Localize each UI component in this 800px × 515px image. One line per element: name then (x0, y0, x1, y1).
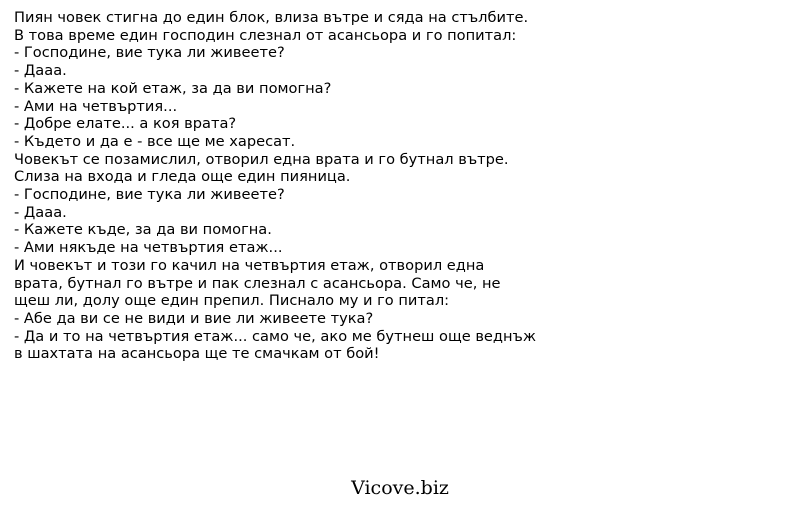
joke-line: - Да и то на четвъртия етаж... само че, ако ме бутнеш още веднъж (14, 327, 536, 345)
joke-line: И човекът и този го качил на четвъртия етаж, отворил една (14, 256, 485, 274)
joke-line: - Добре елате... а коя врата? (14, 115, 237, 133)
joke-line: - Господине, вие тука ли живеете? (14, 186, 285, 204)
joke-text (14, 9, 784, 363)
joke-line: Човекът се позамислил, отворил една врата и го бутнал вътре. (14, 150, 509, 168)
joke-line: Слиза на входа и гледа още един пияница. (14, 168, 351, 186)
joke-line: - Господине, вие тука ли живеете? (14, 44, 285, 62)
joke-line: - Кажете къде, за да ви помогна. (14, 221, 272, 239)
joke-line: - Дааа. (14, 203, 67, 221)
joke-line: - Абе да ви се не види и вие ли живеете тука? (14, 309, 374, 327)
joke-line: в шахтата на асансьора ще те смачкам от бой! (14, 345, 380, 363)
joke-line: - Кажете на кой етаж, за да ви помогна? (14, 79, 332, 97)
joke-line: - Където и да е - все ще ме харесат. (14, 132, 296, 150)
joke-line: В това време един господин слезнал от асансьора и го попитал: (14, 26, 517, 44)
joke-line: - Дааа. (14, 62, 67, 80)
joke-line: - Ами на четвъртия... (14, 97, 178, 115)
joke-line: врата, бутнал го вътре и пак слезнал с асансьора. Само че, не (14, 274, 501, 292)
site-footer-label: Vicove.biz (351, 477, 449, 499)
joke-line: щеш ли, долу още един препил. Пиcнало му и го питал: (14, 292, 450, 310)
joke-line: - Ами някъде на четвъртия етаж... (14, 239, 283, 257)
joke-line: Пиян човек стигна до един блок, влиза вътре и сяда на стълбите. (14, 9, 529, 26)
